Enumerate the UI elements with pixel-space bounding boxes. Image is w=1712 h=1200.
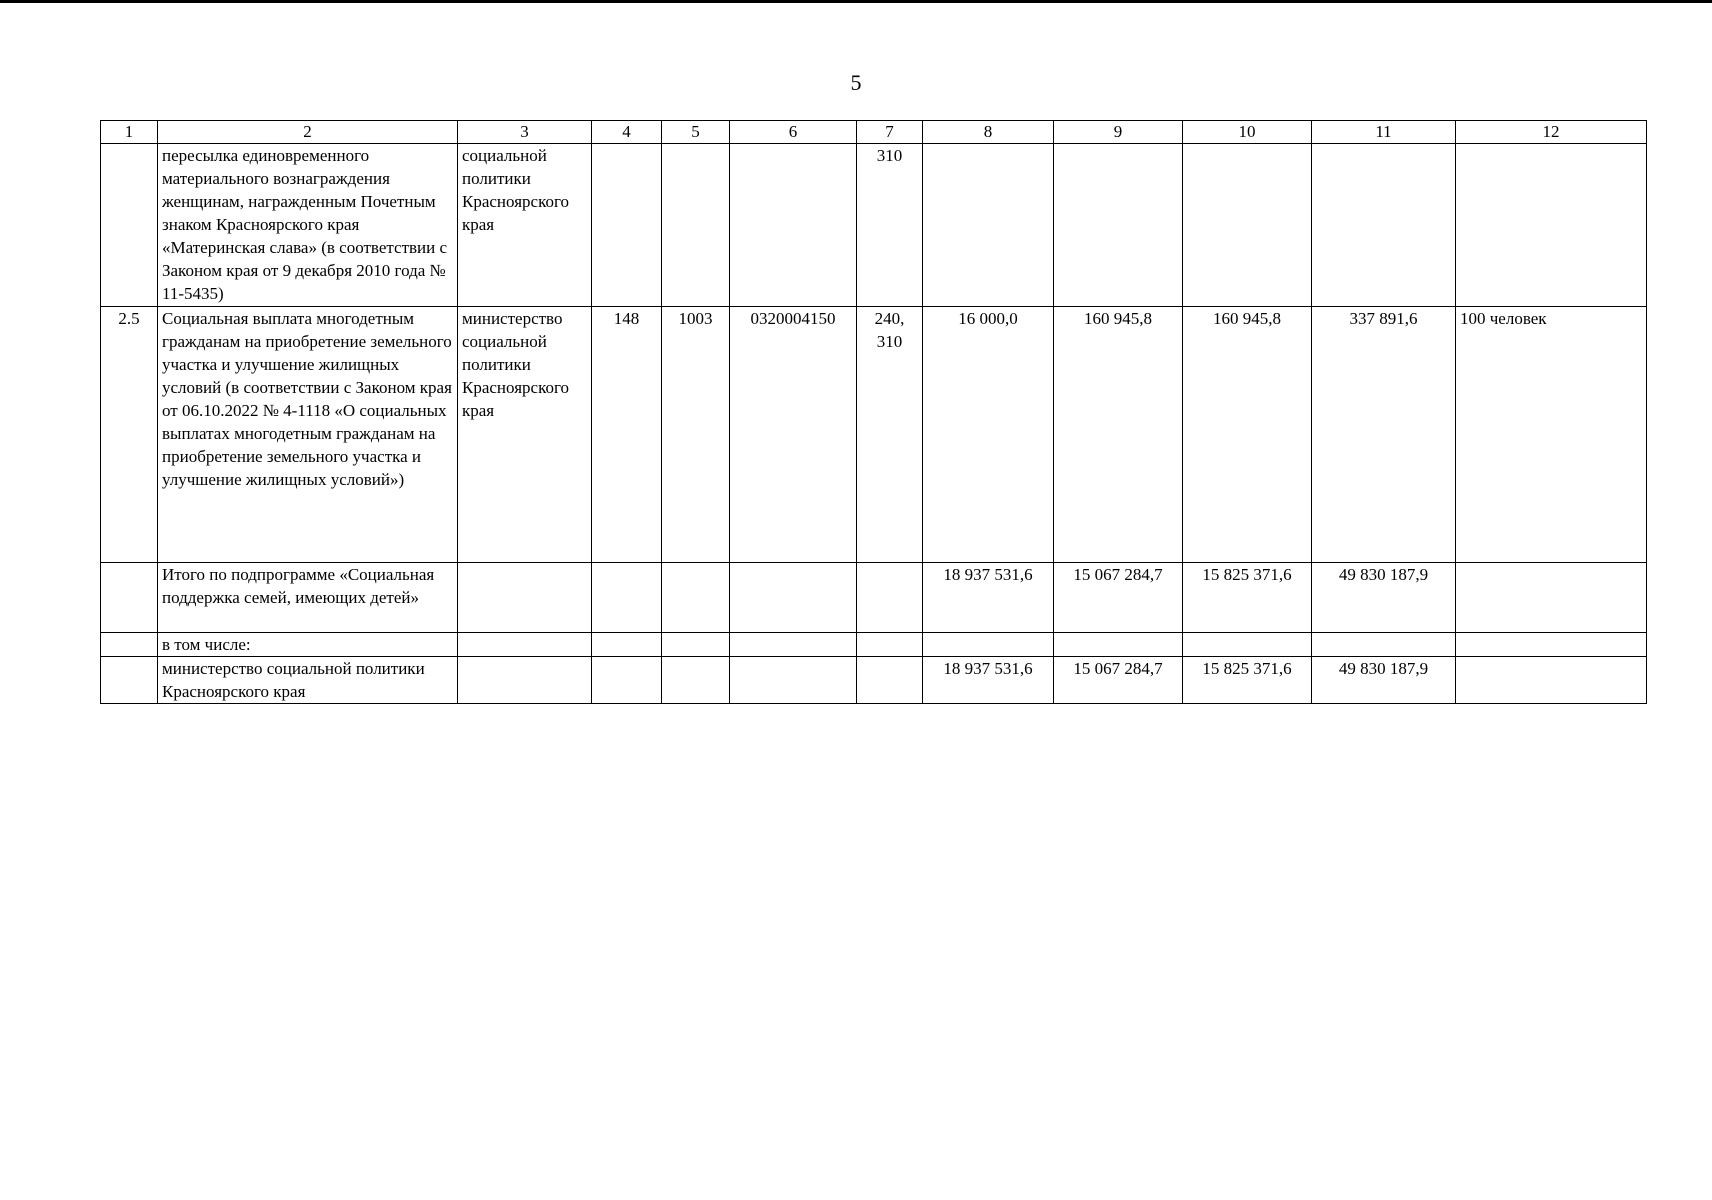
result-cell (1456, 144, 1647, 307)
amount-cell (1054, 144, 1183, 307)
code-cell (592, 563, 662, 633)
code-cell (730, 657, 857, 704)
row-index-cell (101, 144, 158, 307)
responsible-cell: социальной политики Красноярского края (458, 144, 592, 307)
table-row (101, 307, 1647, 563)
amount-cell: 15 067 284,7 (1054, 563, 1183, 633)
header-cell: 11 (1312, 121, 1456, 144)
amount-cell: 15 825 371,6 (1183, 563, 1312, 633)
responsible-cell (458, 633, 592, 657)
code-cell (730, 563, 857, 633)
code-cell (730, 633, 857, 657)
result-cell (1456, 657, 1647, 704)
description-cell: в том числе: (158, 633, 458, 657)
row-index-cell (101, 633, 158, 657)
result-cell (1456, 633, 1647, 657)
table-row (101, 657, 1647, 704)
header-cell: 3 (458, 121, 592, 144)
row-index-cell (101, 563, 158, 633)
header-cell: 2 (158, 121, 458, 144)
code-cell (662, 657, 730, 704)
amount-cell (1312, 144, 1456, 307)
amount-cell: 18 937 531,6 (923, 657, 1054, 704)
amount-cell (1183, 144, 1312, 307)
amount-cell: 49 830 187,9 (1312, 563, 1456, 633)
table-row (101, 144, 1647, 307)
amount-cell: 337 891,6 (1312, 307, 1456, 563)
amount-cell: 160 945,8 (1183, 307, 1312, 563)
header-cell: 12 (1456, 121, 1647, 144)
page-top-border (0, 0, 1712, 3)
row-index-cell: 2.5 (101, 307, 158, 563)
code-cell: 148 (592, 307, 662, 563)
result-cell: 100 человек (1456, 307, 1647, 563)
budget-table (100, 120, 1647, 704)
amount-cell: 49 830 187,9 (1312, 657, 1456, 704)
code-cell (857, 633, 923, 657)
code-cell (662, 144, 730, 307)
result-cell (1456, 563, 1647, 633)
responsible-cell (458, 657, 592, 704)
code-cell (730, 144, 857, 307)
header-cell: 10 (1183, 121, 1312, 144)
description-cell: Итого по подпрограмме «Социальная поддержка семей, имеющих детей» (158, 563, 458, 633)
amount-cell (923, 633, 1054, 657)
code-cell: 240, 310 (857, 307, 923, 563)
header-cell: 1 (101, 121, 158, 144)
code-cell (662, 633, 730, 657)
page-number: 5 (850, 70, 862, 95)
description-cell: Социальная выплата многодетным гражданам на приобретение земельного участка и улучшение жилищных условий (в соответствии с Законом края от 06.10.2022 № 4-1118 «О социальных выплатах многодетным гражданам на приобретение земельного участка и улучшение жилищных условий») (158, 307, 458, 563)
code-cell (592, 144, 662, 307)
description-cell: министерство социальной политики Красноярского края (158, 657, 458, 704)
amount-cell (1183, 633, 1312, 657)
header-cell: 7 (857, 121, 923, 144)
header-cell: 5 (662, 121, 730, 144)
code-cell (857, 563, 923, 633)
header-cell: 9 (1054, 121, 1183, 144)
code-cell (592, 657, 662, 704)
amount-cell: 15 067 284,7 (1054, 657, 1183, 704)
header-cell: 8 (923, 121, 1054, 144)
amount-cell (1054, 633, 1183, 657)
amount-cell: 160 945,8 (1054, 307, 1183, 563)
code-cell (592, 633, 662, 657)
responsible-cell (458, 563, 592, 633)
table-header-row (101, 121, 1647, 144)
table-row (101, 633, 1647, 657)
code-cell (662, 563, 730, 633)
amount-cell (923, 144, 1054, 307)
amount-cell (1312, 633, 1456, 657)
code-cell: 1003 (662, 307, 730, 563)
table-row (101, 563, 1647, 633)
code-cell (857, 657, 923, 704)
amount-cell: 15 825 371,6 (1183, 657, 1312, 704)
amount-cell: 16 000,0 (923, 307, 1054, 563)
responsible-cell: министерство социальной политики Красноярского края (458, 307, 592, 563)
header-cell: 6 (730, 121, 857, 144)
code-cell: 0320004150 (730, 307, 857, 563)
code-cell: 310 (857, 144, 923, 307)
amount-cell: 18 937 531,6 (923, 563, 1054, 633)
description-cell: пересылка единовременного материального вознаграждения женщинам, награжденным Почетным знаком Красноярского края «Материнская слава» (в соответствии с Законом края от 9 декабря 2010 года № 11-5435) (158, 144, 458, 307)
row-index-cell (101, 657, 158, 704)
header-cell: 4 (592, 121, 662, 144)
